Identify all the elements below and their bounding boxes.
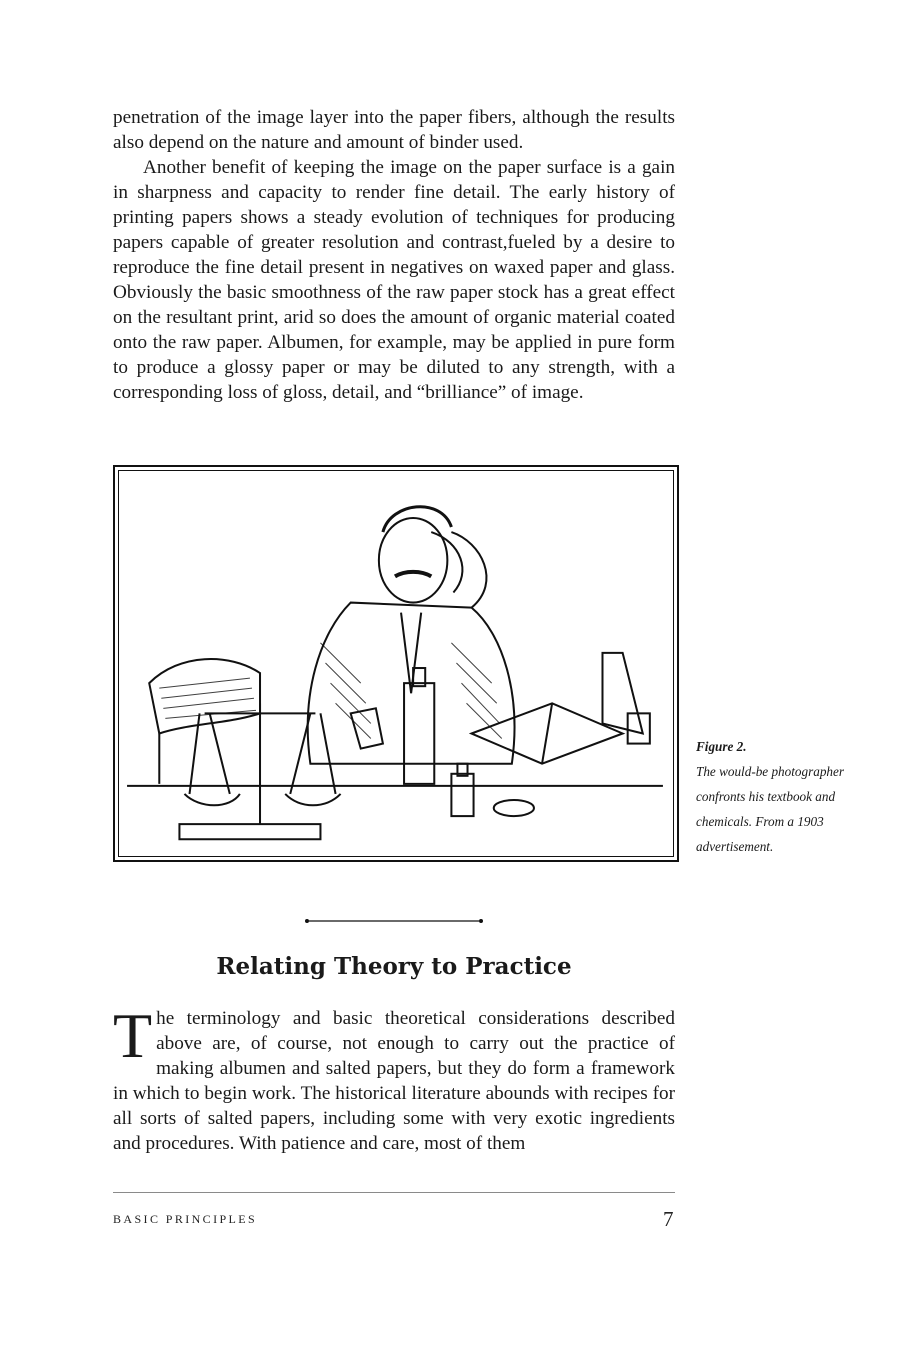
- section-heading: Relating Theory to Practice: [216, 953, 572, 980]
- paragraph: The terminology and basic theoretical considerations described above are, of course, not enough to carry out the practice of making albumen and salted papers, but they do form a framework in which to begin work. The historical literature abounds with recipes for all sorts of salted papers, including some with very exotic ingredients and procedures. With patience and care, most of them: [113, 1000, 675, 1154]
- body-text-section: [113, 1000, 675, 1156]
- figure-label: Figure 2.: [696, 739, 747, 754]
- page-number: 7: [663, 1207, 674, 1231]
- body-text: [113, 105, 675, 405]
- caption-line: confronts his textbook and: [696, 789, 836, 804]
- caption-line: advertisement.: [696, 839, 774, 854]
- section-divider-ornament: [304, 916, 484, 926]
- running-head: BASIC PRINCIPLES: [113, 1212, 258, 1226]
- figure-frame: [113, 465, 679, 862]
- engraving-illustration: [119, 471, 673, 856]
- footer-rule: [113, 1192, 675, 1193]
- figure-illustration: [118, 470, 674, 857]
- caption-line: The would-be photographer: [696, 764, 844, 779]
- drop-cap: T: [113, 1000, 153, 1071]
- paragraph-continuation: penetration of the image layer into the paper fibers, although the results also depend on the nature and amount of binder used.: [113, 107, 675, 153]
- paragraph: Another benefit of keeping the image on the paper surface is a gain in sharpness and capacity to render fine detail. The early history of printing papers shows a steady evolution of techniques for producing papers capable of greater resolution and contrast,fueled by a desire to reproduce the fine detail present in negatives on waxed paper and glass. Obviously the basic smoothness of the raw paper stock has a great effect on the resultant print, arid so does the amount of organic material coated onto the raw paper. Albumen, for example, may be applied in pure form to produce a glossy paper or may be diluted to any strength, with a corresponding loss of gloss, detail, and “brilliance” of image.: [113, 157, 675, 403]
- caption-line: chemicals. From a 1903: [696, 814, 824, 829]
- figure-caption: [696, 734, 871, 859]
